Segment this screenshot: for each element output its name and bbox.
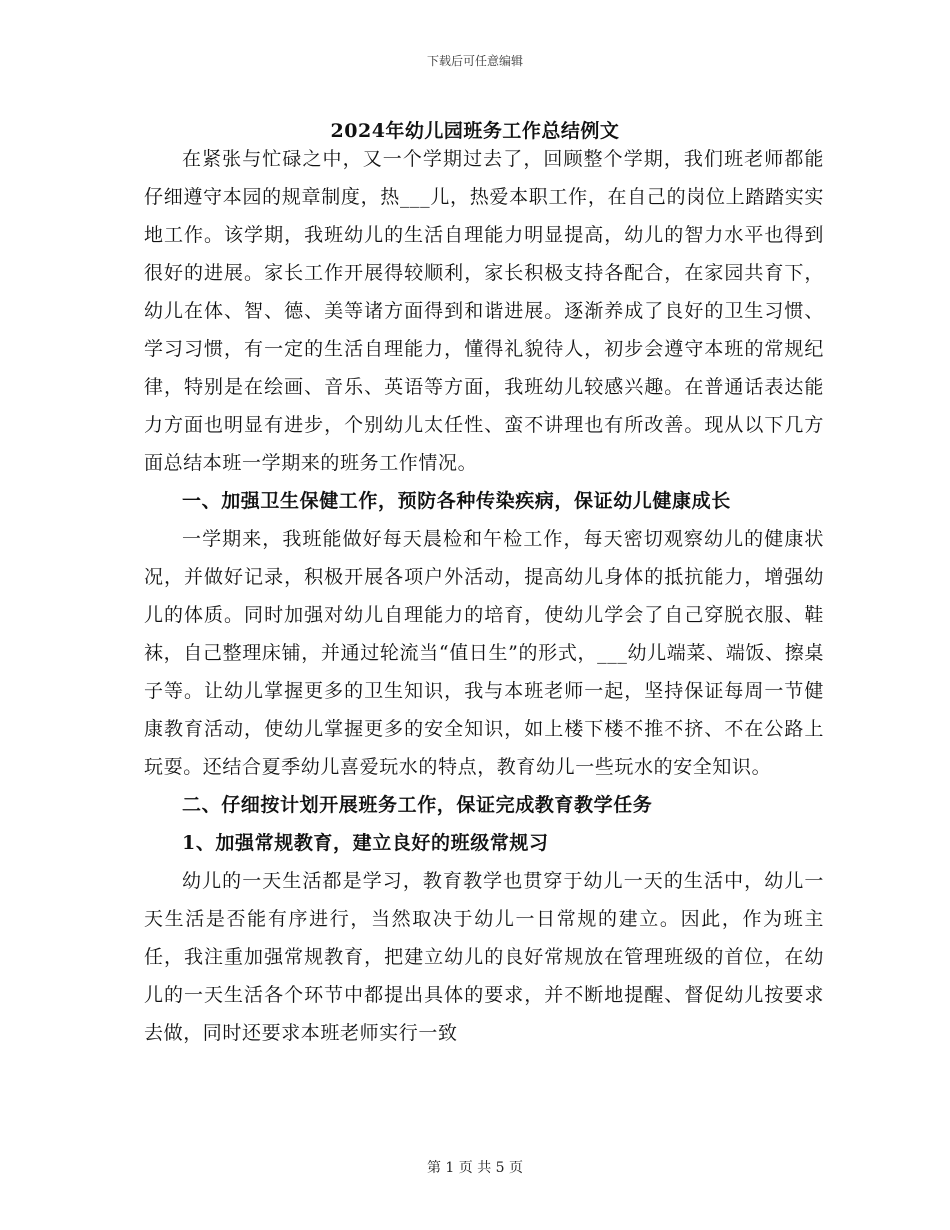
section-heading-1: 一、加强卫生保健工作，预防各种传染疾病，保证幼儿健康成长 [182,490,731,512]
page-header-note: 下载后可任意编辑 [426,54,523,68]
document-body [144,140,824,1052]
section-1-paragraph: 一学期来，我班能做好每天晨检和午检工作，每天密切观察幼儿的健康状况，并做好记录，积极开展各项户外活动，提高幼儿身体的抵抗能力，增强幼儿的体质。同时加强对幼儿自理能力的培育，使幼儿学会了自己穿脱衣服、鞋袜，自己整理床铺，并通过轮流当“值日生”的形式，___幼儿端菜、端饭、擦桌子等。让幼儿掌握更多的卫生知识，我与本班老师一起，坚持保证每周一节健康教育活动，使幼儿掌握更多的安全知识，如上楼下楼不推不挤、不在公路上玩耍。还结合夏季幼儿喜爱玩水的特点，教育幼儿一些玩水的安全知识。 [144,528,824,778]
page-footer: 第 1 页 共 5 页 [426,1160,524,1176]
section-heading-2: 二、仔细按计划开展班务工作，保证完成教育教学任务 [182,794,653,816]
intro-paragraph: 在紧张与忙碌之中，又一个学期过去了，回顾整个学期，我们班老师都能仔细遵守本园的规章制度，热___儿，热爱本职工作，在自己的岗位上踏踏实实地工作。该学期，我班幼儿的生活自理能力明显提高，幼儿的智力水平也得到很好的进展。家长工作开展得较顺利，家长积极支持各配合，在家园共育下，幼儿在体、智、德、美等诸方面得到和谐进展。逐渐养成了良好的卫生习惯、学习习惯，有一定的生活自理能力，懂得礼貌待人，初步会遵守本班的常规纪律，特别是在绘画、音乐、英语等方面，我班幼儿较感兴趣。在普通话表达能力方面也明显有进步，个别幼儿太任性、蛮不讲理也有所改善。现从以下几方面总结本班一学期来的班务工作情况。 [144,148,824,474]
document-title: 2024年幼儿园班务工作总结例文 [330,120,620,142]
subsection-heading-2-1: 1、加强常规教育，建立良好的班级常规习 [182,832,549,854]
section-2-paragraph: 幼儿的一天生活都是学习，教育教学也贯穿于幼儿一天的生活中，幼儿一天生活是否能有序进行，当然取决于幼儿一日常规的建立。因此，作为班主任，我注重加强常规教育，把建立幼儿的良好常规放在管理班级的首位，在幼儿的一天生活各个环节中都提出具体的要求，并不断地提醒、督促幼儿按要求去做，同时还要求本班老师实行一致 [144,870,824,1044]
